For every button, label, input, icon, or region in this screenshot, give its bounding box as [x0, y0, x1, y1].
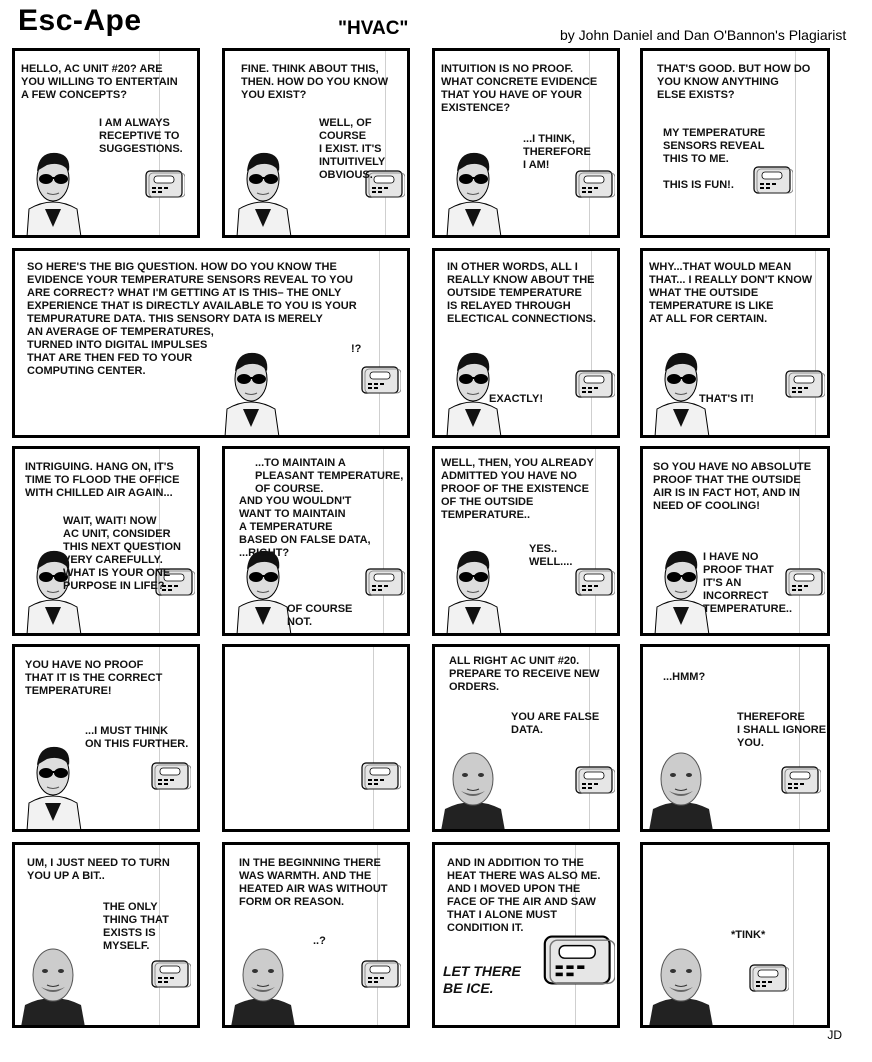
- subtitle: "HVAC": [338, 18, 409, 39]
- speech-caption: I AM ALWAYS RECEPTIVE TO SUGGESTIONS.: [99, 117, 183, 155]
- speech-caption: FINE. THINK ABOUT THIS, THEN. HOW DO YOU KNOW YOU EXIST?: [241, 63, 389, 101]
- speech-caption: WHY...THAT WOULD MEAN THAT... I REALLY DON'T KNOW WHAT THE OUTSIDE TEMPERATURE IS LIKE AT ALL FOR CERTAIN.: [649, 261, 813, 325]
- speech-caption: ALL RIGHT AC UNIT #20. PREPARE TO RECEIVE NEW ORDERS.: [449, 655, 600, 693]
- byline: by John Daniel and Dan O'Bannon's Plagiarist: [560, 27, 847, 43]
- scientist-with-goggles: [645, 337, 717, 437]
- comic-panel: [640, 48, 830, 238]
- bald-man: [17, 927, 89, 1027]
- speech-caption: THE ONLY THING THAT EXISTS IS MYSELF.: [103, 901, 169, 952]
- speech-caption: LET THERE BE ICE.: [443, 963, 521, 996]
- bald-man: [645, 927, 717, 1027]
- comic-panel: [432, 48, 620, 238]
- speech-caption: THIS IS FUN!.: [663, 179, 734, 191]
- speech-caption: WELL, OF COURSE I EXIST. IT'S INTUITIVELY OBVIOUS.: [319, 117, 386, 181]
- ac-unit-icon: [785, 369, 825, 399]
- speech-caption: INTUITION IS NO PROOF. WHAT CONCRETE EVIDENCE THAT YOU HAVE OF YOUR EXISTENCE?: [441, 63, 598, 114]
- comic-panel: [12, 446, 200, 636]
- comic-panel: [222, 644, 410, 832]
- bald-man: [645, 731, 717, 831]
- speech-caption: SO YOU HAVE NO ABSOLUTE PROOF THAT THE OUTSIDE AIR IS IN FACT HOT, AND IN NEED OF COOLING!: [653, 461, 812, 512]
- speech-caption: OF COURSE NOT.: [287, 603, 353, 628]
- speech-caption: ...I MUST THINK ON THIS FURTHER.: [85, 725, 189, 750]
- ac-unit-icon: [543, 933, 615, 987]
- comic-panel: [640, 842, 830, 1028]
- speech-caption: THAT'S GOOD. BUT HOW DO YOU KNOW ANYTHING ELSE EXISTS?: [657, 63, 811, 101]
- ac-unit-icon: [575, 567, 615, 597]
- ac-unit-icon: [365, 567, 405, 597]
- speech-caption: IN OTHER WORDS, ALL I REALLY KNOW ABOUT THE OUTSIDE TEMPERATURE IS RELAYED THROUGH ELECTICAL CONNECTIONS.: [447, 261, 596, 325]
- ac-unit-icon: [749, 963, 789, 993]
- speech-caption: EXACTLY!: [489, 393, 543, 405]
- scientist-with-goggles: [437, 337, 509, 437]
- speech-caption: ..?: [313, 935, 326, 947]
- comic-panel: [640, 644, 830, 832]
- comic-panel: [640, 446, 830, 636]
- scientist-with-goggles: [17, 137, 89, 237]
- ac-unit-icon: [575, 765, 615, 795]
- speech-caption: YOU HAVE NO PROOF THAT IT IS THE CORRECT TEMPERATURE!: [25, 659, 163, 697]
- ac-unit-icon: [361, 959, 401, 989]
- speech-caption: *TINK*: [731, 929, 766, 941]
- title: Esc-Ape: [18, 4, 142, 37]
- scientist-with-goggles: [227, 137, 299, 237]
- ac-unit-icon: [151, 959, 191, 989]
- speech-caption: !?: [351, 343, 362, 355]
- comic-panel: [12, 644, 200, 832]
- wall-corner-line: [379, 251, 380, 435]
- speech-caption: I HAVE NO PROOF THAT IT'S AN INCORRECT TEMPERATURE..: [703, 551, 793, 615]
- comic-panel: [222, 446, 410, 636]
- speech-caption: AND YOU WOULDN'T WANT TO MAINTAIN A TEMPERATURE BASED ON FALSE DATA, ...RIGHT?: [239, 495, 371, 559]
- scientist-with-goggles: [437, 137, 509, 237]
- comic-panel: [432, 842, 620, 1028]
- ac-unit-icon: [575, 369, 615, 399]
- scientist-with-goggles: [437, 535, 509, 635]
- ac-unit-icon: [781, 765, 821, 795]
- speech-caption: SO HERE'S THE BIG QUESTION. HOW DO YOU KNOW THE EVIDENCE YOUR TEMPERATURE SENSORS REVEAL TO YOU ARE CORRECT? WHAT I'M GETTING AT IS THIS– THE ONLY EXPERIENCE THAT IS DIRECTLY AVAILABLE TO YOU IS YOUR TEMPURATURE DATA. THIS SENSORY DATA IS MERELY AN AVERAGE OF TEMPERATURES, TURNED INTO DIGITAL IMPULSES THAT ARE THEN FED TO YOUR COMPUTING CENTER.: [27, 261, 357, 377]
- ac-unit-icon: [575, 169, 615, 199]
- ac-unit-icon: [145, 169, 185, 199]
- speech-caption: ...I THINK, THEREFORE I AM!: [523, 133, 591, 171]
- comic-panel: [432, 446, 620, 636]
- comic-panel: [222, 48, 410, 238]
- speech-caption: THEREFORE I SHALL IGNORE YOU.: [737, 711, 827, 749]
- comic-panel: [432, 248, 620, 438]
- speech-caption: WAIT, WAIT! NOW AC UNIT, CONSIDER THIS NEXT QUESTION VERY CAREFULLY. WHAT IS YOUR ONE PURPOSE IN LIFE?: [63, 515, 181, 592]
- speech-caption: AND IN ADDITION TO THE HEAT THERE WAS ALSO ME. AND I MOVED UPON THE FACE OF THE AIR AND SAW THAT I ALONE MUST CONDITION IT.: [447, 857, 601, 934]
- comic-panel: [222, 842, 410, 1028]
- speech-caption: IN THE BEGINNING THERE WAS WARMTH. AND THE HEATED AIR WAS WITHOUT FORM OR REASON.: [239, 857, 388, 908]
- speech-caption: MY TEMPERATURE SENSORS REVEAL THIS TO ME.: [663, 127, 766, 165]
- speech-caption: INTRIGUING. HANG ON, IT'S TIME TO FLOOD THE OFFICE WITH CHILLED AIR AGAIN...: [25, 461, 180, 499]
- speech-caption: WELL, THEN, YOU ALREADY ADMITTED YOU HAVE NO PROOF OF THE EXISTENCE OF THE OUTSIDE TEMPERATURE..: [441, 457, 594, 521]
- wall-corner-line: [815, 251, 816, 435]
- speech-caption: YOU ARE FALSE DATA.: [511, 711, 600, 736]
- artist-signature: JD: [827, 1028, 842, 1042]
- bald-man: [227, 927, 299, 1027]
- ac-unit-icon: [361, 761, 401, 791]
- speech-caption: YES.. WELL....: [529, 543, 573, 568]
- wall-corner-line: [595, 449, 596, 633]
- speech-caption: UM, I JUST NEED TO TURN YOU UP A BIT..: [27, 857, 170, 882]
- ac-unit-icon: [361, 365, 401, 395]
- comic-panel: [640, 248, 830, 438]
- comic-panel: [12, 248, 410, 438]
- scientist-with-goggles: [17, 731, 89, 831]
- speech-caption: ...TO MAINTAIN A PLEASANT TEMPERATURE, OF COURSE.: [255, 457, 404, 495]
- speech-caption: ...HMM?: [663, 671, 706, 683]
- speech-caption: THAT'S IT!: [699, 393, 754, 405]
- speech-caption: HELLO, AC UNIT #20? ARE YOU WILLING TO ENTERTAIN A FEW CONCEPTS?: [21, 63, 178, 101]
- comic-panel: [432, 644, 620, 832]
- ac-unit-icon: [753, 165, 793, 195]
- wall-corner-line: [793, 845, 794, 1025]
- comic-panel: [12, 842, 200, 1028]
- wall-corner-line: [373, 647, 374, 829]
- bald-man: [437, 731, 509, 831]
- comic-panel: [12, 48, 200, 238]
- ac-unit-icon: [151, 761, 191, 791]
